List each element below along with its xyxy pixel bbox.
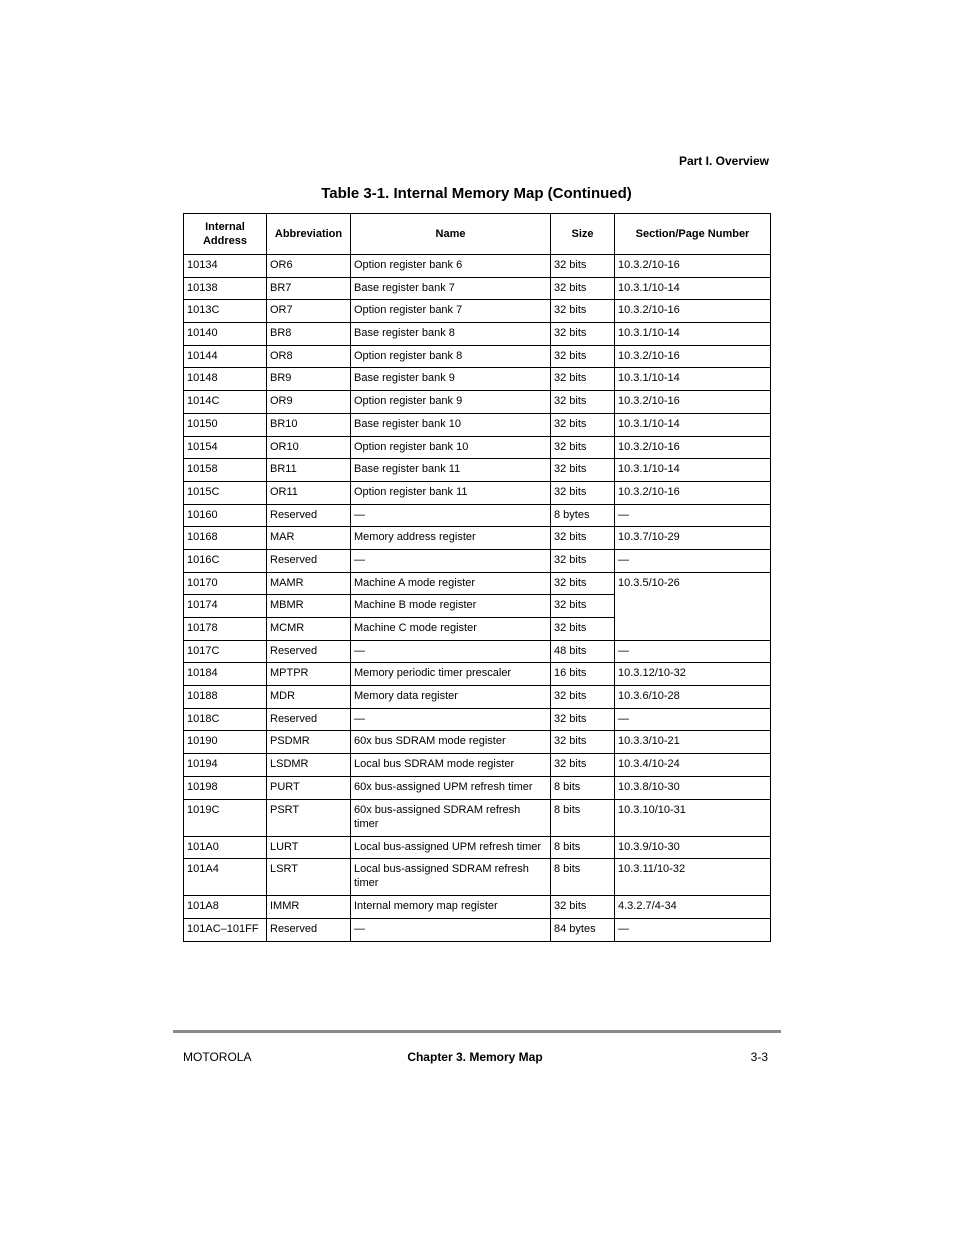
cell-size: 84 bytes xyxy=(551,918,615,941)
cell-abbreviation: PURT xyxy=(267,776,351,799)
cell-name: — xyxy=(351,504,551,527)
cell-section-page: 10.3.2/10-16 xyxy=(615,481,771,504)
cell-name: Base register bank 11 xyxy=(351,459,551,482)
cell-address: 10170 xyxy=(184,572,267,595)
cell-address: 10154 xyxy=(184,436,267,459)
column-header-abbreviation: Abbreviation xyxy=(267,214,351,255)
cell-section-page: 10.3.2/10-16 xyxy=(615,255,771,278)
cell-abbreviation: MAMR xyxy=(267,572,351,595)
cell-address: 1013C xyxy=(184,300,267,323)
cell-section-page: 10.3.11/10-32 xyxy=(615,859,771,896)
cell-abbreviation: BR10 xyxy=(267,413,351,436)
cell-name: Internal memory map register xyxy=(351,896,551,919)
cell-abbreviation: OR6 xyxy=(267,255,351,278)
cell-name: 60x bus-assigned SDRAM refresh timer xyxy=(351,799,551,836)
cell-section-page: 10.3.7/10-29 xyxy=(615,527,771,550)
cell-section-page: 10.3.9/10-30 xyxy=(615,836,771,859)
cell-section-page: 10.3.2/10-16 xyxy=(615,391,771,414)
cell-size: 32 bits xyxy=(551,896,615,919)
cell-name: Option register bank 7 xyxy=(351,300,551,323)
cell-name: Local bus-assigned UPM refresh timer xyxy=(351,836,551,859)
cell-section-page: — xyxy=(615,918,771,941)
cell-address: 10190 xyxy=(184,731,267,754)
cell-abbreviation: Reserved xyxy=(267,708,351,731)
table-row xyxy=(184,459,771,482)
cell-size: 32 bits xyxy=(551,277,615,300)
cell-abbreviation: BR9 xyxy=(267,368,351,391)
cell-size: 8 bits xyxy=(551,836,615,859)
footer-company: MOTOROLA xyxy=(183,1050,252,1064)
cell-name: — xyxy=(351,549,551,572)
table-title: Table 3-1. Internal Memory Map (Continued) xyxy=(321,185,632,202)
cell-size: 32 bits xyxy=(551,754,615,777)
cell-address: 1015C xyxy=(184,481,267,504)
cell-size: 8 bytes xyxy=(551,504,615,527)
cell-abbreviation: Reserved xyxy=(267,504,351,527)
column-header-size: Size xyxy=(551,214,615,255)
cell-abbreviation: IMMR xyxy=(267,896,351,919)
cell-name: Memory address register xyxy=(351,527,551,550)
footer-page-number: 3-3 xyxy=(750,1050,768,1064)
cell-size: 16 bits xyxy=(551,663,615,686)
table-row xyxy=(184,391,771,414)
table-row xyxy=(184,754,771,777)
cell-address: 101A8 xyxy=(184,896,267,919)
column-header-internal-address: Internal Address xyxy=(184,214,267,255)
cell-name: Memory data register xyxy=(351,686,551,709)
cell-address: 101A4 xyxy=(184,859,267,896)
cell-address: 10178 xyxy=(184,618,267,641)
cell-abbreviation: PSDMR xyxy=(267,731,351,754)
cell-name: 60x bus-assigned UPM refresh timer xyxy=(351,776,551,799)
table-row xyxy=(184,686,771,709)
cell-name: Machine B mode register xyxy=(351,595,551,618)
cell-address: 10168 xyxy=(184,527,267,550)
cell-size: 32 bits xyxy=(551,391,615,414)
cell-address: 10194 xyxy=(184,754,267,777)
cell-size: 8 bits xyxy=(551,776,615,799)
cell-section-page: 10.3.3/10-21 xyxy=(615,731,771,754)
cell-abbreviation: BR11 xyxy=(267,459,351,482)
cell-address: 101AC–101FF xyxy=(184,918,267,941)
table-header-row xyxy=(184,214,771,255)
cell-section-page: 10.3.8/10-30 xyxy=(615,776,771,799)
table-row xyxy=(184,323,771,346)
table-row xyxy=(184,836,771,859)
cell-size: 32 bits xyxy=(551,549,615,572)
cell-name: Option register bank 10 xyxy=(351,436,551,459)
column-header-section-page: Section/Page Number xyxy=(615,214,771,255)
cell-section-page: 10.3.2/10-16 xyxy=(615,436,771,459)
cell-abbreviation: MDR xyxy=(267,686,351,709)
cell-address: 1014C xyxy=(184,391,267,414)
cell-abbreviation: Reserved xyxy=(267,640,351,663)
cell-size: 32 bits xyxy=(551,481,615,504)
cell-section-page: — xyxy=(615,504,771,527)
cell-name: Base register bank 10 xyxy=(351,413,551,436)
cell-name: 60x bus SDRAM mode register xyxy=(351,731,551,754)
cell-abbreviation: Reserved xyxy=(267,918,351,941)
cell-size: 32 bits xyxy=(551,436,615,459)
cell-abbreviation: MAR xyxy=(267,527,351,550)
cell-address: 10144 xyxy=(184,345,267,368)
cell-address: 10188 xyxy=(184,686,267,709)
cell-size: 32 bits xyxy=(551,368,615,391)
cell-abbreviation: Reserved xyxy=(267,549,351,572)
table-row xyxy=(184,663,771,686)
cell-name: Option register bank 9 xyxy=(351,391,551,414)
cell-name: Local bus SDRAM mode register xyxy=(351,754,551,777)
footer-chapter: Chapter 3. Memory Map xyxy=(407,1050,543,1064)
cell-address: 1017C xyxy=(184,640,267,663)
cell-abbreviation: BR8 xyxy=(267,323,351,346)
cell-abbreviation: OR8 xyxy=(267,345,351,368)
table-row xyxy=(184,436,771,459)
cell-address: 10158 xyxy=(184,459,267,482)
cell-abbreviation: OR7 xyxy=(267,300,351,323)
cell-size: 32 bits xyxy=(551,255,615,278)
cell-address: 10148 xyxy=(184,368,267,391)
cell-size: 32 bits xyxy=(551,595,615,618)
column-header-name: Name xyxy=(351,214,551,255)
cell-abbreviation: MBMR xyxy=(267,595,351,618)
table-row xyxy=(184,277,771,300)
table-row xyxy=(184,572,771,595)
cell-address: 101A0 xyxy=(184,836,267,859)
cell-size: 8 bits xyxy=(551,799,615,836)
cell-size: 48 bits xyxy=(551,640,615,663)
table-row xyxy=(184,549,771,572)
cell-address: 10140 xyxy=(184,323,267,346)
table-row xyxy=(184,708,771,731)
cell-abbreviation: LSRT xyxy=(267,859,351,896)
cell-size: 32 bits xyxy=(551,323,615,346)
cell-section-page: 10.3.1/10-14 xyxy=(615,459,771,482)
cell-address: 1018C xyxy=(184,708,267,731)
table-row xyxy=(184,799,771,836)
cell-abbreviation: OR10 xyxy=(267,436,351,459)
table-row xyxy=(184,918,771,941)
cell-abbreviation: OR9 xyxy=(267,391,351,414)
cell-address: 1016C xyxy=(184,549,267,572)
cell-section-page: 10.3.1/10-14 xyxy=(615,323,771,346)
footer-rule xyxy=(173,1030,781,1033)
cell-name: Option register bank 8 xyxy=(351,345,551,368)
cell-section-page: 10.3.1/10-14 xyxy=(615,368,771,391)
cell-size: 32 bits xyxy=(551,413,615,436)
cell-address: 1019C xyxy=(184,799,267,836)
table-row xyxy=(184,776,771,799)
cell-address: 10198 xyxy=(184,776,267,799)
cell-section-page: 10.3.6/10-28 xyxy=(615,686,771,709)
cell-section-page: 10.3.10/10-31 xyxy=(615,799,771,836)
table-row xyxy=(184,731,771,754)
cell-address: 10174 xyxy=(184,595,267,618)
cell-abbreviation: LURT xyxy=(267,836,351,859)
table-row xyxy=(184,896,771,919)
table-row xyxy=(184,640,771,663)
cell-size: 32 bits xyxy=(551,459,615,482)
cell-section-page: 10.3.2/10-16 xyxy=(615,300,771,323)
cell-abbreviation: MCMR xyxy=(267,618,351,641)
cell-name: — xyxy=(351,640,551,663)
cell-abbreviation: OR11 xyxy=(267,481,351,504)
cell-name: Local bus-assigned SDRAM refresh timer xyxy=(351,859,551,896)
cell-size: 32 bits xyxy=(551,731,615,754)
cell-name: Option register bank 6 xyxy=(351,255,551,278)
cell-size: 32 bits xyxy=(551,300,615,323)
cell-address: 10138 xyxy=(184,277,267,300)
cell-address: 10160 xyxy=(184,504,267,527)
cell-name: Option register bank 11 xyxy=(351,481,551,504)
cell-section-page: — xyxy=(615,549,771,572)
cell-address: 10184 xyxy=(184,663,267,686)
cell-name: Memory periodic timer prescaler xyxy=(351,663,551,686)
table-row xyxy=(184,527,771,550)
part-header: Part I. Overview xyxy=(678,154,769,168)
cell-size: 32 bits xyxy=(551,572,615,595)
cell-section-page: 10.3.12/10-32 xyxy=(615,663,771,686)
cell-address: 10150 xyxy=(184,413,267,436)
cell-section-page: 10.3.1/10-14 xyxy=(615,277,771,300)
cell-size: 32 bits xyxy=(551,527,615,550)
cell-name: Machine A mode register xyxy=(351,572,551,595)
table-row xyxy=(184,300,771,323)
cell-name: Base register bank 7 xyxy=(351,277,551,300)
table-row xyxy=(184,413,771,436)
cell-name: Base register bank 8 xyxy=(351,323,551,346)
table-row xyxy=(184,504,771,527)
cell-abbreviation: PSRT xyxy=(267,799,351,836)
table-row xyxy=(184,345,771,368)
cell-size: 32 bits xyxy=(551,345,615,368)
table-row xyxy=(184,481,771,504)
cell-name: — xyxy=(351,708,551,731)
cell-section-page: — xyxy=(615,640,771,663)
cell-size: 8 bits xyxy=(551,859,615,896)
cell-section-page: 10.3.2/10-16 xyxy=(615,345,771,368)
cell-size: 32 bits xyxy=(551,708,615,731)
cell-abbreviation: BR7 xyxy=(267,277,351,300)
table-row xyxy=(184,368,771,391)
table-body xyxy=(184,255,771,942)
cell-section-page: 4.3.2.7/4-34 xyxy=(615,896,771,919)
cell-abbreviation: LSDMR xyxy=(267,754,351,777)
table-row xyxy=(184,859,771,896)
cell-section-page: — xyxy=(615,708,771,731)
cell-section-page: 10.3.1/10-14 xyxy=(615,413,771,436)
cell-section-page: 10.3.5/10-26 xyxy=(615,572,771,640)
cell-size: 32 bits xyxy=(551,686,615,709)
cell-section-page: 10.3.4/10-24 xyxy=(615,754,771,777)
cell-name: Machine C mode register xyxy=(351,618,551,641)
cell-name: — xyxy=(351,918,551,941)
cell-name: Base register bank 9 xyxy=(351,368,551,391)
memory-map-table xyxy=(183,213,771,942)
cell-abbreviation: MPTPR xyxy=(267,663,351,686)
table-row xyxy=(184,255,771,278)
cell-size: 32 bits xyxy=(551,618,615,641)
cell-address: 10134 xyxy=(184,255,267,278)
